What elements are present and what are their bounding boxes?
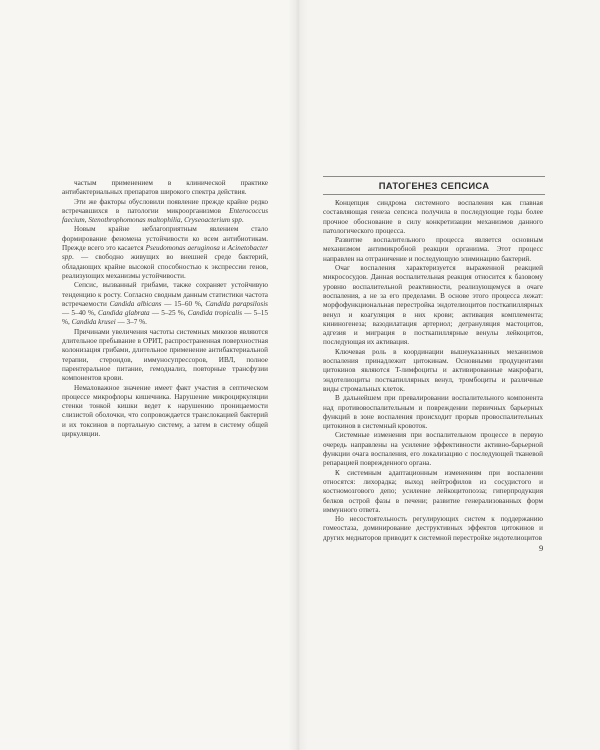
left-page (0, 0, 296, 750)
book-gutter (288, 0, 308, 750)
left-text-column (62, 179, 268, 439)
left-paragraph-3: Новым крайне неблагоприятным явлением стало формирование феномена устойчивости ко всем антибиотикам. Прежде всего это касается Pseudomonas aeruginosa и Acinetobacter spp. — свободно живущих во внешней среде бактерий, обладающих крайне высокой способностью к экспрессии генов, реализующих механизмы устойчивости. (62, 225, 268, 280)
right-paragraph-6: Системные изменения при воспалительном процессе в первую очередь направлены на усиление эффективности активно-барьерной функции очага воспаления, его локализацию с последующей тканевой репарацией поврежденного органа. (323, 431, 543, 468)
right-paragraph-5: В дальнейшем при превалировании воспалительного компонента над противовоспалительным и повреждении первичных барьерных функций в зоне воспаления происходит прорыв провоспалительных цитокинов в системный кровоток. (323, 394, 543, 431)
section-heading: ПАТОГЕНЕЗ СЕПСИСА (323, 176, 545, 195)
right-text-column (323, 199, 543, 543)
right-paragraph-3: Очаг воспаления характеризуется выраженной реакцией микрососудов. Данная воспалительная реакция относится к базовому уровню воспалительной реактивности, реализующемуся в очаге воспаления, а не за его пределами. В основе этого процесса лежат: морфофункциональная перестройка эндотелиоцитов посткапиллярных венул и коагуляция в них крови; активация комплемента; кининогенеза; вазодилатация артериол; дегрануляция мастоцитов, адгезия и миграция в посткапиллярные венулы лейкоцитов, последующая их активация. (323, 264, 543, 347)
left-paragraph-6: Немаловажное значение имеет факт участия в септическом процессе микрофлоры кишечника. Нарушение микроциркуляции стенки тонкой кишки ведет к нарушению проницаемости слизистой оболочки, что сопровождается транслокацией бактерий и их токсинов в портальную систему, а затем в систему общей циркуляции. (62, 383, 268, 439)
right-paragraph-8: Но несостоятельность регулирующих систем к поддержанию гомеостаза, доминирование деструктивных эффектов цитокинов и других медиаторов приводит к системной перестройке эндотелиоцитов (323, 515, 543, 542)
left-paragraph-2: Эти же факторы обусловили появление прежде крайне редко встречавшихся в патологии микроорганизмов Enterococcus faecium, Stenothrophomonas maltophilia, Cryseoacterium spp. (62, 197, 268, 225)
left-paragraph-5: Причинами увеличения частоты системных микозов являются длительное пребывание в ОРИТ, распространенная поверхностная колонизация грибами, длительное применение антибактериальной терапии, стероидов, иммуносупрессоров, ИВЛ, полное парентеральное питание, гемодиализ, повторные трансфузии компонентов крови. (62, 327, 268, 383)
left-paragraph-1: частым применением в клинической практике антибактериальных препаратов широкого спектра действия. (62, 179, 268, 197)
right-paragraph-1: Концепция синдрома системного воспаления как главная составляющая генеза сепсиса получила в последующие годы более прочное обоснование в силу конкретизации механизмов данного патологического процесса. (323, 199, 543, 235)
right-paragraph-7: К системным адаптационным изменениям при воспалении относятся: лихорадка; выход нейтрофилов из сосудистого и костномозгового депо; усиление лейкоцитопоэза; гиперпродукция белков острой фазы в печени; развитие генерализованных форм иммунного ответа. (323, 468, 543, 514)
left-paragraph-4: Сепсис, вызванный грибами, также сохраняет устойчивую тенденцию к росту. Согласно сводным данным статистики частота встречаемости Candida albicans — 15–60 %, Candida parapsilosis — 5–40 %, Candida glabrata — 5–25 %, Candida tropicalis — 5–15 %, Candida krusei — 3–7 %. (62, 281, 268, 327)
right-paragraph-4: Ключевая роль в координации вышеуказанных механизмов воспаления принадлежит цитокинам. Основными продуцентами цитокинов являются T-лимфоциты и активированные макрофаги, эндотелиоциты посткапиллярных венул, тромбоциты и различные виды стромальных клеток. (323, 347, 543, 393)
page-number: 9 (539, 543, 544, 553)
right-paragraph-2: Развитие воспалительного процесса является основным механизмом антимикробной реакции организма. Этот процесс направлен на отграничение и последующую элиминацию бактерий. (323, 236, 543, 263)
